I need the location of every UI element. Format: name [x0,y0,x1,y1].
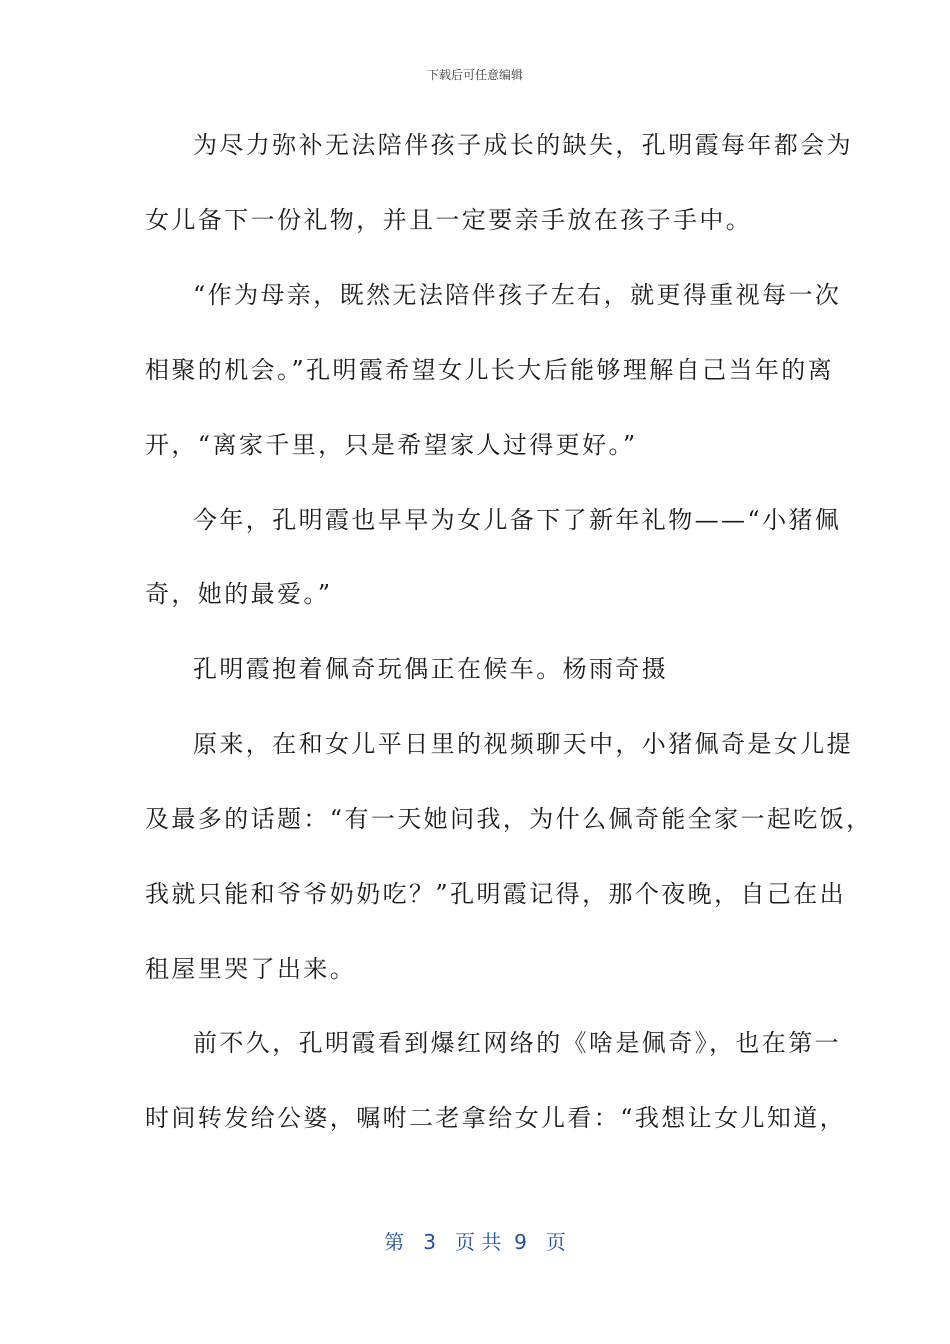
text-line: 前不久，孔明霞看到爆红网络的《啥是佩奇》，也在第一 [193,1029,841,1057]
text-line: 开，“离家千里，只是希望家人过得更好。” [145,431,638,459]
text-line: 奇，她的最爱。” [145,580,333,608]
text-line: “作为母亲，既然无法陪伴孩子左右，就更得重视每一次 [193,281,842,309]
text-line: 为尽力弥补无法陪伴孩子成长的缺失，孔明霞每年都会为 [193,131,853,159]
footer-label-end: 页 [545,1230,566,1254]
text-line: 时间转发给公婆，嘱咐二老拿给女儿看：“我想让女儿知道， [145,1104,847,1132]
text-line: 今年，孔明霞也早早为女儿备下了新年礼物——“小猪佩 [193,506,842,534]
text-line: 相聚的机会。”孔明霞希望女儿长大后能够理解自己当年的离 [145,356,835,384]
total-pages-number: 9 [514,1230,527,1254]
text-line: 女儿备下一份礼物，并且一定要亲手放在孩子手中。 [145,206,753,234]
footer-label-page: 第 [384,1230,405,1254]
text-line: 及最多的话题：“有一天她问我，为什么佩奇能全家一起吃饭， [145,805,873,833]
current-page-number: 3 [423,1230,436,1254]
image-caption: 孔明霞抱着佩奇玩偶正在候车。杨雨奇摄 [193,655,669,683]
text-line: 我就只能和爷爷奶奶吃？”孔明霞记得，那个夜晚，自己在出 [145,880,847,908]
page-header-note: 下载后可任意编辑 [426,68,523,82]
text-line: 租屋里哭了出来。 [145,955,357,983]
page-number-footer [0,1226,950,1255]
footer-label-of: 页 共 [455,1230,502,1254]
text-line: 原来，在和女儿平日里的视频聊天中，小猪佩奇是女儿提 [193,730,853,758]
